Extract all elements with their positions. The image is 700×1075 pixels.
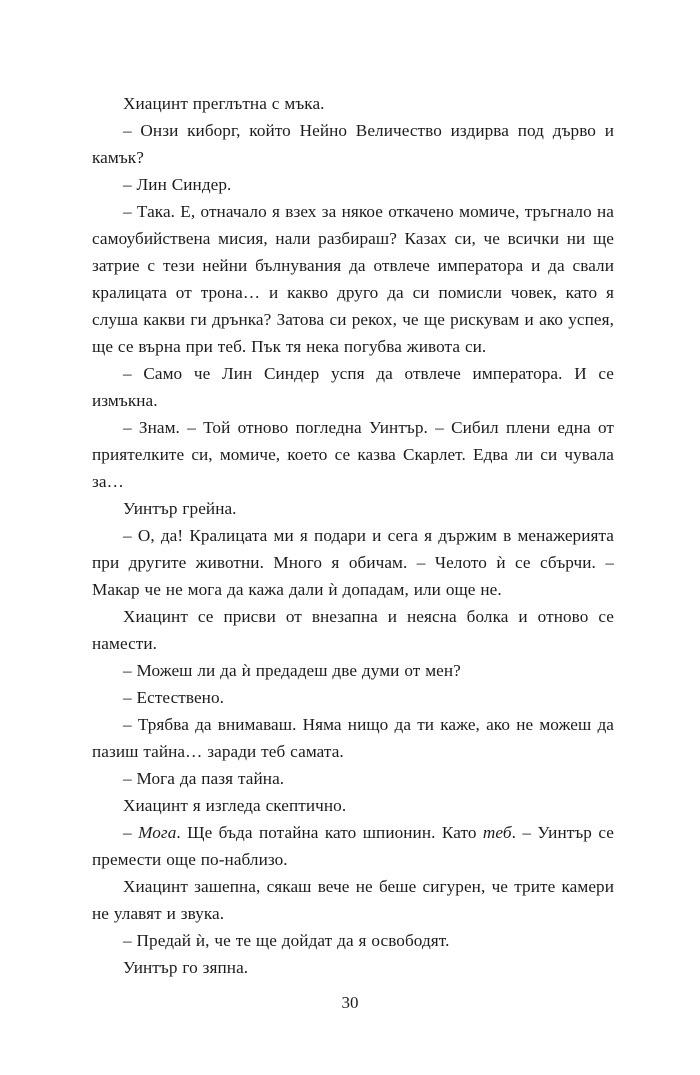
- emphasized-text: теб: [482, 823, 512, 842]
- paragraph-with-emphasis: [92, 819, 614, 873]
- emphasized-text: Мога: [138, 823, 177, 842]
- paragraph: – Естествено.: [123, 688, 224, 707]
- paragraph: Хиацинт се присви от внезапна и неясна болка и отново се намести.: [92, 607, 614, 653]
- paragraph: – Трябва да внимаваш. Няма нищо да ти каже, ако не можеш да пазиш тайна… заради теб самата.: [92, 715, 614, 761]
- text-run: –: [123, 823, 139, 842]
- text-run: . Ще бъда потайна като шпионин. Като: [176, 823, 483, 842]
- paragraph: – Лин Синдер.: [123, 175, 232, 194]
- paragraph: – Можеш ли да ѝ предадеш две думи от мен?: [123, 661, 461, 680]
- paragraph: Уинтър го зяпна.: [123, 958, 249, 977]
- page-number: 30: [341, 993, 359, 1012]
- paragraph: – Само че Лин Синдер успя да отвлече императора. И се измъкна.: [92, 364, 614, 410]
- paragraph: – Предай ѝ, че те ще дойдат да я освободят.: [123, 931, 450, 950]
- paragraph: – Знам. – Той отново погледна Уинтър. – Сибил плени една от приятелките си, момиче, което се казва Скарлет. Едва ли си чувала за…: [92, 418, 614, 491]
- paragraph: Уинтър грейна.: [123, 499, 237, 518]
- paragraph: Хиацинт зашепна, сякаш вече не беше сигурен, че трите камери не улавят и звука.: [92, 877, 614, 923]
- paragraph: – Така. Е, отначало я взех за някое откачено момиче, тръгнало на самоубийствена мисия, нали разбираш? Казах си, че всички ни ще затрие с тези нейни бълнувания да отвлече императора и да свали кралицата от трона… и какво друго да си помисли човек, като я слуша какви ги дрънка? Затова си рекох, че ще рискувам и ако успея, ще се върна при теб. Пък тя нека погубва живота си.: [92, 202, 614, 356]
- paragraph: – О, да! Кралицата ми я подари и сега я държим в менажерията при другите животни. Много я обичам. – Челото ѝ се сбърчи. – Макар че не мога да кажа дали ѝ допадам, или още не.: [92, 526, 614, 599]
- paragraph: – Мога да пазя тайна.: [123, 769, 285, 788]
- paragraph: Хиацинт я изгледа скептично.: [123, 796, 347, 815]
- paragraph: – Онзи киборг, който Нейно Величество издирва под дърво и камък?: [92, 121, 614, 167]
- paragraph: Хиацинт преглътна с мъка.: [123, 94, 325, 113]
- text-run: . – Уинтър се премести още по-наблизо.: [92, 823, 614, 869]
- body-text: [92, 90, 614, 981]
